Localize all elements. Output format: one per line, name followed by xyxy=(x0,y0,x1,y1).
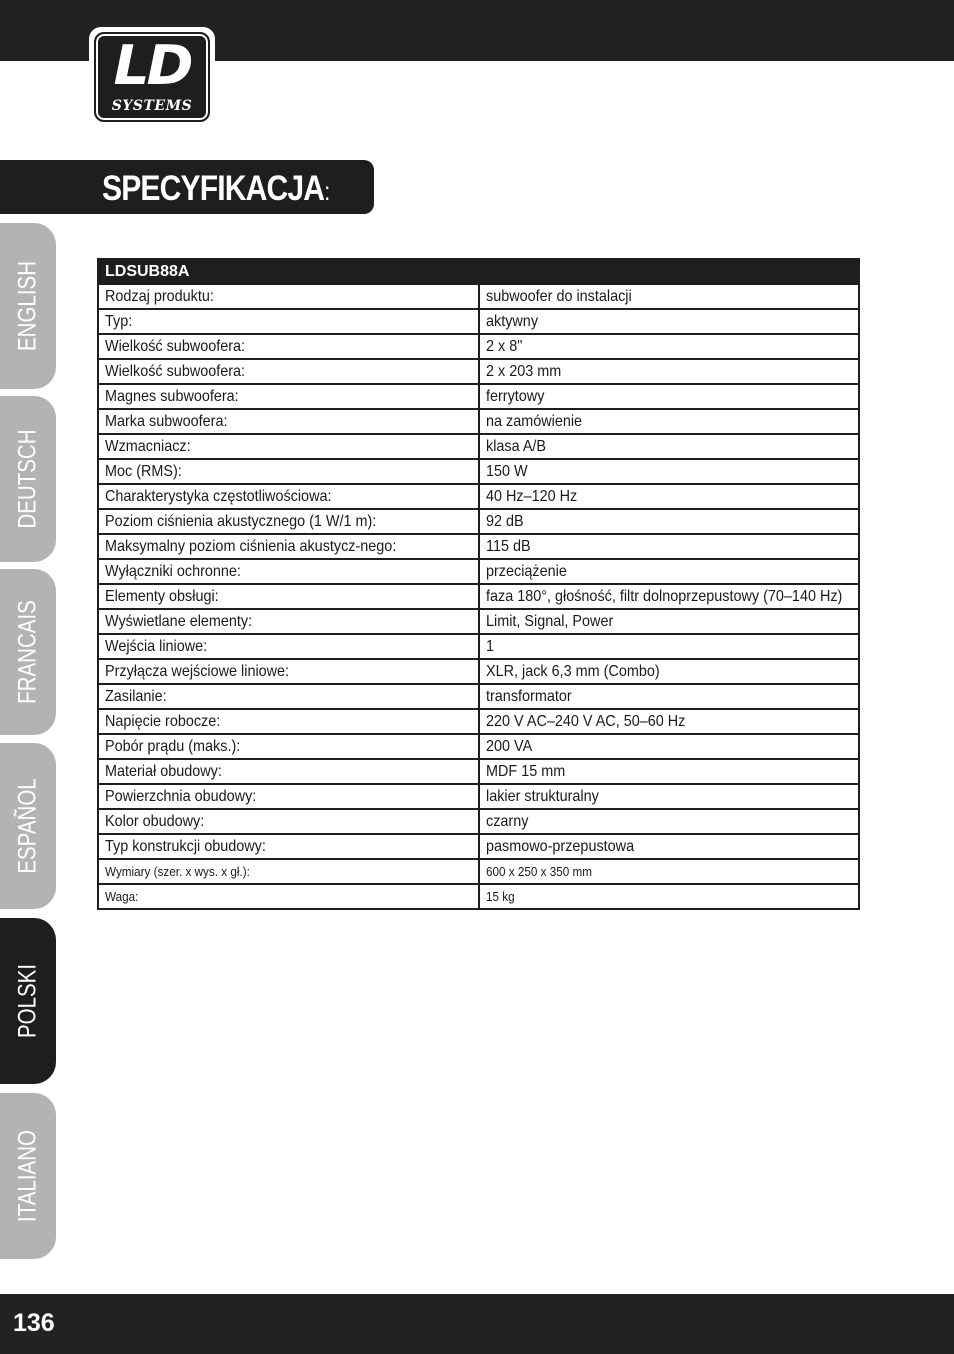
spec-value: 15 kg xyxy=(485,889,515,904)
spec-label-cell xyxy=(98,534,479,559)
table-row xyxy=(98,584,859,609)
title-banner xyxy=(0,160,374,214)
spec-value: pasmowo-przepustowa xyxy=(485,838,634,855)
table-row xyxy=(98,434,859,459)
spec-value: 40 Hz–120 Hz xyxy=(485,488,577,505)
spec-value: 220 V AC–240 V AC, 50–60 Hz xyxy=(485,713,685,730)
spec-value: aktywny xyxy=(485,313,538,330)
logo-badge xyxy=(94,32,210,122)
spec-label: Wzmacniacz: xyxy=(105,438,191,455)
spec-value: faza 180°, głośność, filtr dolnoprzepustowy (70–140 Hz) xyxy=(485,588,842,605)
spec-label: Waga: xyxy=(105,889,139,904)
lang-tab-english[interactable] xyxy=(0,223,56,389)
spec-value: na zamówienie xyxy=(485,413,582,430)
spec-label-cell xyxy=(98,334,479,359)
lang-tab-label: POLSKI xyxy=(13,963,42,1039)
lang-tab-label: ENGLISH xyxy=(13,260,42,352)
table-row xyxy=(98,809,859,834)
spec-value: MDF 15 mm xyxy=(485,763,565,780)
model-name: LDSUB88A xyxy=(98,259,859,284)
spec-label-cell xyxy=(98,459,479,484)
spec-label: Moc (RMS): xyxy=(105,463,182,480)
spec-label-cell xyxy=(98,384,479,409)
page-title-colon: : xyxy=(324,176,331,206)
spec-label-cell xyxy=(98,634,479,659)
spec-value-cell xyxy=(479,634,860,659)
spec-value-cell xyxy=(479,434,860,459)
spec-value-cell xyxy=(479,859,860,884)
spec-label: Napięcie robocze: xyxy=(105,713,221,730)
spec-label-cell xyxy=(98,884,479,909)
lang-tab-label: ITALIANO xyxy=(13,1130,42,1222)
spec-label-cell xyxy=(98,484,479,509)
spec-value: 2 x 203 mm xyxy=(485,363,561,380)
spec-value: 200 VA xyxy=(485,738,532,755)
spec-label-cell xyxy=(98,784,479,809)
spec-value-cell xyxy=(479,384,860,409)
table-row xyxy=(98,284,859,309)
table-row xyxy=(98,709,859,734)
spec-label: Wejścia liniowe: xyxy=(105,638,208,655)
table-row xyxy=(98,659,859,684)
logo-main-text: LD xyxy=(113,34,191,97)
lang-tab-label: ESPAÑOL xyxy=(13,778,42,874)
bottom-bar xyxy=(0,1294,954,1354)
lang-tab-espanol[interactable] xyxy=(0,743,56,909)
spec-value: transformator xyxy=(485,688,572,705)
spec-value-cell xyxy=(479,584,860,609)
spec-label-cell xyxy=(98,684,479,709)
spec-value-cell xyxy=(479,409,860,434)
spec-label-cell xyxy=(98,859,479,884)
spec-label: Powierzchnia obudowy: xyxy=(105,788,257,805)
spec-value-cell xyxy=(479,759,860,784)
spec-label-cell xyxy=(98,709,479,734)
spec-value-cell xyxy=(479,484,860,509)
lang-tab-deutsch[interactable] xyxy=(0,396,56,562)
spec-label-cell xyxy=(98,659,479,684)
spec-label: Magnes subwoofera: xyxy=(105,388,239,405)
spec-value: przeciążenie xyxy=(485,563,567,580)
spec-value-cell xyxy=(479,659,860,684)
table-row xyxy=(98,784,859,809)
spec-value-cell xyxy=(479,459,860,484)
page-title-text: SPECYFIKACJA xyxy=(102,169,325,208)
spec-value: 115 dB xyxy=(485,538,531,555)
spec-label: Kolor obudowy: xyxy=(105,813,205,830)
spec-value: Limit, Signal, Power xyxy=(485,613,613,630)
spec-value: klasa A/B xyxy=(485,438,546,455)
logo-sub-text: SYSTEMS xyxy=(111,98,193,114)
table-row xyxy=(98,359,859,384)
spec-value: 92 dB xyxy=(485,513,524,530)
spec-value: lakier strukturalny xyxy=(485,788,599,805)
spec-label: Materiał obudowy: xyxy=(105,763,222,780)
spec-value-cell xyxy=(479,809,860,834)
spec-label: Wyłączniki ochronne: xyxy=(105,563,241,580)
spec-value-cell xyxy=(479,284,860,309)
spec-value-cell xyxy=(479,359,860,384)
spec-label: Rodzaj produktu: xyxy=(105,288,214,305)
table-row xyxy=(98,684,859,709)
spec-value-cell xyxy=(479,309,860,334)
spec-label-cell xyxy=(98,434,479,459)
spec-label-cell xyxy=(98,359,479,384)
table-row xyxy=(98,509,859,534)
table-row xyxy=(98,484,859,509)
spec-label-cell xyxy=(98,584,479,609)
table-row xyxy=(98,834,859,859)
spec-label-cell xyxy=(98,559,479,584)
spec-label-cell xyxy=(98,284,479,309)
spec-value: 150 W xyxy=(485,463,528,480)
spec-value-cell xyxy=(479,834,860,859)
spec-label: Wyświetlane elementy: xyxy=(105,613,253,630)
spec-label: Maksymalny poziom ciśnienia akustycz-nego: xyxy=(105,538,397,555)
spec-value-cell xyxy=(479,684,860,709)
table-row xyxy=(98,609,859,634)
page-title xyxy=(102,166,330,208)
spec-value: subwoofer do instalacji xyxy=(485,288,632,305)
table-row xyxy=(98,534,859,559)
spec-value-cell xyxy=(479,609,860,634)
spec-label: Wymiary (szer. x wys. x gł.): xyxy=(105,864,250,879)
spec-label-cell xyxy=(98,834,479,859)
ld-systems-logo xyxy=(89,27,215,127)
spec-label: Typ: xyxy=(105,313,133,330)
lang-tab-label: DEUTSCH xyxy=(13,429,42,529)
spec-value-cell xyxy=(479,734,860,759)
table-row xyxy=(98,734,859,759)
spec-value: 600 x 250 x 350 mm xyxy=(485,864,592,879)
spec-label: Poziom ciśnienia akustycznego (1 W/1 m): xyxy=(105,513,377,530)
spec-value-cell xyxy=(479,334,860,359)
spec-label: Wielkość subwoofera: xyxy=(105,338,246,355)
lang-tab-francais[interactable] xyxy=(0,569,56,735)
table-row xyxy=(98,559,859,584)
table-row xyxy=(98,634,859,659)
lang-tab-polski[interactable] xyxy=(0,918,56,1084)
table-row xyxy=(98,334,859,359)
spec-table xyxy=(97,258,860,910)
table-row xyxy=(98,459,859,484)
spec-value-cell xyxy=(479,784,860,809)
spec-label: Wielkość subwoofera: xyxy=(105,363,246,380)
spec-value-cell xyxy=(479,709,860,734)
spec-label: Charakterystyka częstotliwościowa: xyxy=(105,488,332,505)
spec-label-cell xyxy=(98,309,479,334)
spec-value-cell xyxy=(479,509,860,534)
spec-label-cell xyxy=(98,809,479,834)
lang-tab-italiano[interactable] xyxy=(0,1093,56,1259)
spec-label: Typ konstrukcji obudowy: xyxy=(105,838,266,855)
spec-value: 2 x 8" xyxy=(485,338,522,355)
spec-label: Elementy obsługi: xyxy=(105,588,219,605)
spec-value-cell xyxy=(479,559,860,584)
spec-label-cell xyxy=(98,409,479,434)
table-row xyxy=(98,309,859,334)
spec-label: Marka subwoofera: xyxy=(105,413,228,430)
spec-label: Przyłącza wejściowe liniowe: xyxy=(105,663,290,680)
spec-value-cell xyxy=(479,884,860,909)
table-row xyxy=(98,384,859,409)
spec-value: XLR, jack 6,3 mm (Combo) xyxy=(485,663,660,680)
page-number: 136 xyxy=(13,1309,55,1337)
spec-label: Pobór prądu (maks.): xyxy=(105,738,241,755)
table-row xyxy=(98,884,859,909)
table-row xyxy=(98,409,859,434)
spec-table-header xyxy=(98,259,859,284)
spec-label-cell xyxy=(98,759,479,784)
spec-value: 1 xyxy=(485,638,494,655)
spec-value: ferrytowy xyxy=(485,388,544,405)
spec-label-cell xyxy=(98,609,479,634)
spec-label-cell xyxy=(98,509,479,534)
spec-value-cell xyxy=(479,534,860,559)
lang-tab-label: FRANCAIS xyxy=(13,600,42,704)
table-row xyxy=(98,859,859,884)
table-row xyxy=(98,759,859,784)
spec-value: czarny xyxy=(485,813,528,830)
spec-label: Zasilanie: xyxy=(105,688,167,705)
spec-label-cell xyxy=(98,734,479,759)
